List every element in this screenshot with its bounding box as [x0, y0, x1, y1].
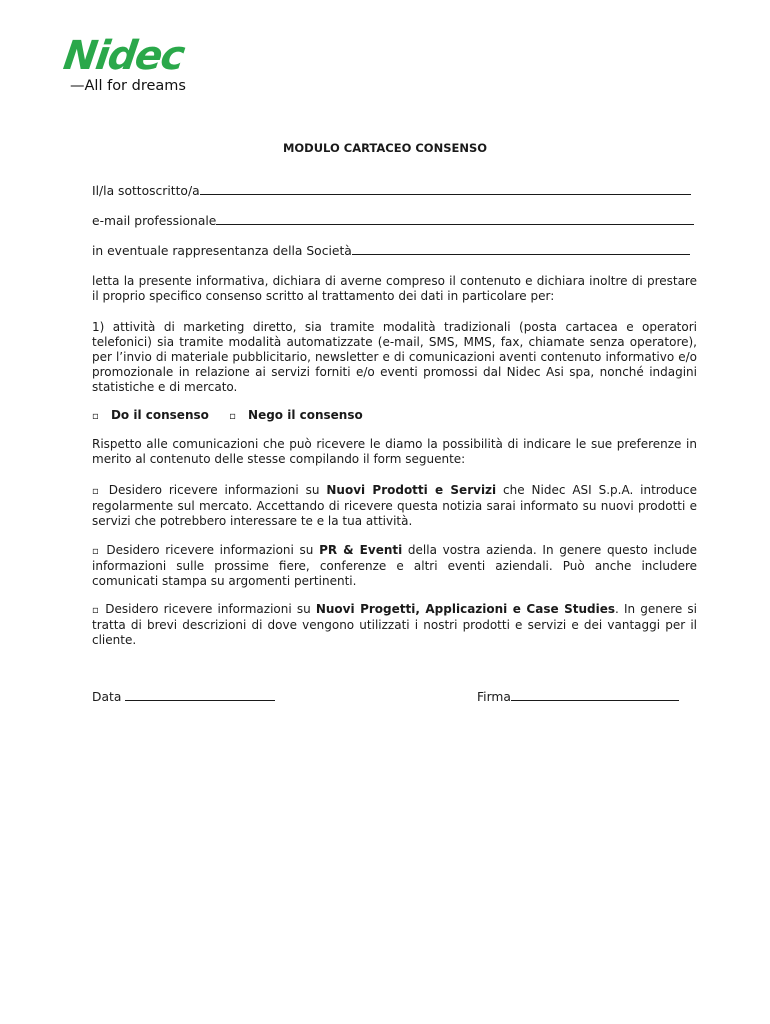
consent-choices [92, 408, 379, 424]
checkbox-icon: ▫ [229, 411, 236, 422]
company-logo [60, 33, 222, 98]
logo-tagline [70, 78, 186, 94]
consent-give[interactable] [92, 408, 217, 422]
signature-field [477, 690, 679, 705]
checkbox-icon: ▫ [92, 605, 101, 616]
option-suffix: della vostra azienda. In genere questo include informazioni sulle prossime fiere, conferenze e altri eventi aziendali. Può anche includere comunicati stampa su argomenti pertinenti. [92, 543, 698, 588]
checkbox-icon: ▫ [92, 546, 101, 557]
option-prefix: Desidero ricevere informazioni su [108, 483, 327, 497]
signature-blank[interactable] [511, 690, 679, 701]
option-pr-events[interactable] [92, 543, 697, 589]
date-label: Data [92, 690, 122, 704]
email-blank[interactable] [216, 214, 694, 225]
date-field [92, 690, 275, 705]
company-label: in eventuale rappresentanza della Società [92, 244, 352, 258]
option-suffix: . In genere si tratta di brevi descrizioni di dove vengono utilizzati i nostri prodotti e servizi e dei vantaggi per il cliente. [92, 602, 697, 647]
logo-wordmark: Nidec [60, 33, 187, 79]
email-label: e-mail professionale [92, 214, 217, 228]
marketing-paragraph: 1) attività di marketing diretto, sia tramite modalità tradizionali (posta cartacea e operatori telefonici) sia tramite modalità automatizzate (e-mail, SMS, MMS, fax, chiamate senza operatore), per l’invio di materiale pubblicitario, newsletter e di comunicazioni aventi contenuto informativo e/o promozionale in relazione ai servizi forniti e/o eventi promossi dal Nidec Asi spa, nonché indagini statistiche e di mercato. [92, 320, 697, 394]
option-case-studies[interactable] [92, 602, 697, 648]
option-new-products[interactable] [92, 483, 697, 529]
checkbox-icon: ▫ [92, 411, 99, 422]
option-topic: Nuovi Prodotti e Servizi [326, 483, 497, 497]
email-field [92, 214, 697, 229]
preferences-paragraph: Rispetto alle comunicazioni che può ricevere le diamo la possibilità di indicare le sue preferenze in merito al contenuto delle stesse compilando il form seguente: [92, 437, 697, 466]
date-blank[interactable] [125, 690, 275, 701]
document-title: MODULO CARTACEO CONSENSO [282, 141, 488, 155]
signatory-field [92, 184, 697, 199]
signature-label: Firma [477, 690, 511, 704]
tagline-dash: — [70, 78, 85, 94]
checkbox-icon: ▫ [92, 486, 102, 497]
option-topic: PR & Eventi [319, 543, 403, 557]
signatory-label: Il/la sottoscritto/a [92, 184, 200, 198]
consent-deny[interactable] [229, 408, 371, 422]
option-prefix: Desidero ricevere informazioni su [106, 543, 320, 557]
intro-paragraph: letta la presente informativa, dichiara di averne compreso il contenuto e dichiara inoltre di prestare il proprio specifico consenso scritto al trattamento dei dati in particolare per: [92, 274, 697, 303]
option-suffix: che Nidec ASI S.p.A. introduce regolarmente sul mercato. Accettando di ricevere questa notizia sarai informato su nuovi prodotti e servizi che potrebbero interessare te e la tua attività. [92, 483, 698, 528]
company-field [92, 244, 697, 259]
signatory-blank[interactable] [200, 184, 691, 195]
consent-deny-label: Nego il consenso [248, 408, 363, 422]
option-topic: Nuovi Progetti, Applicazioni e Case Studies [315, 602, 616, 616]
option-prefix: Desidero ricevere informazioni su [105, 602, 316, 616]
company-blank[interactable] [352, 244, 690, 255]
tagline-text: All for dreams [84, 78, 186, 94]
consent-give-label: Do il consenso [110, 408, 209, 422]
